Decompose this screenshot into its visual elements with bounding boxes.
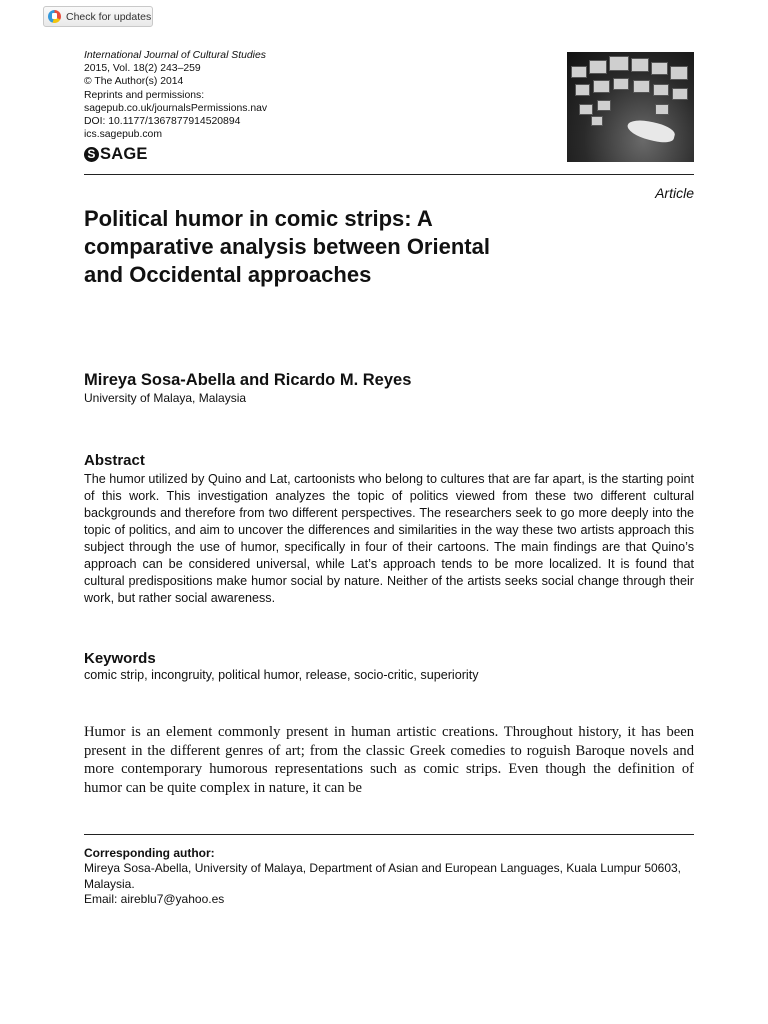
permissions-link[interactable]: sagepub.co.uk/journalsPermissions.nav: [84, 102, 268, 114]
journal-name: International Journal of Cultural Studies: [84, 50, 266, 61]
article-authors: Mireya Sosa-Abella and Ricardo M. Reyes: [84, 371, 412, 389]
sage-circle-icon: S: [84, 147, 99, 162]
corresponding-author-heading: Corresponding author:: [84, 846, 215, 860]
journal-volume: 2015, Vol. 18(2) 243–259: [84, 63, 201, 75]
footnote-divider: [84, 834, 694, 835]
author-affiliation: University of Malaya, Malaysia: [84, 391, 247, 405]
sage-wordmark: SAGE: [100, 144, 148, 163]
abstract-heading: Abstract: [84, 452, 145, 469]
corresponding-author-email[interactable]: Email: aireblu7@yahoo.es: [84, 892, 225, 907]
body-paragraph: Humor is an element commonly present in human artistic creations. Throughout history, it has been present in the different genres of art; from the classic Greek comedies to roguish Baroque novels and more contemporary humorous representations such as comic strips. Even though the definition of humor can be quite complex in nature, it can be: [84, 724, 694, 796]
journal-cover-image: [567, 52, 694, 162]
corresponding-author-address: Mireya Sosa-Abella, University of Malaya, Department of Asian and European Languages, Kuala Lumpur 50603, Malaysia.: [84, 861, 682, 891]
article-type-label: Article: [655, 185, 694, 201]
journal-site-link[interactable]: ics.sagepub.com: [84, 129, 162, 141]
sage-logo: [84, 145, 148, 163]
crossmark-icon: [48, 10, 61, 23]
reprints-line: Reprints and permissions:: [84, 89, 205, 101]
header-divider: [84, 174, 694, 175]
doi-line[interactable]: DOI: 10.1177/1367877914520894: [84, 116, 241, 128]
keywords-list: comic strip, incongruity, political humor, release, socio-critic, superiority: [84, 668, 479, 682]
copyright-line: © The Author(s) 2014: [84, 76, 184, 88]
journal-metadata: [84, 49, 344, 141]
check-for-updates-badge[interactable]: [43, 6, 153, 27]
check-for-updates-label: Check for updates: [66, 10, 152, 23]
corresponding-author-block: [84, 846, 694, 908]
article-title: Political humor in comic strips: A comparative analysis between Oriental and Occidental approaches: [84, 206, 490, 287]
abstract-text: The humor utilized by Quino and Lat, cartoonists who belong to cultures that are far apart, is the starting point of this work. This investigation analyzes the topic of politics viewed from these two different cultural backgrounds and therefore from two different perspectives. The researchers seek to go more deeply into the topic of politics, and aim to uncover the differences and similarities in the way these two artists approach this subject through the use of humor, specifically in four of their cartoons. The main findings are that Quino’s approach can be considered universal, while Lat’s approach tends to be more localized. It is found that cultural predispositions make humor social by nature. Neither of the artists seeks social change through their work, but rather social awareness.: [84, 472, 694, 605]
keywords-heading: Keywords: [84, 650, 156, 667]
